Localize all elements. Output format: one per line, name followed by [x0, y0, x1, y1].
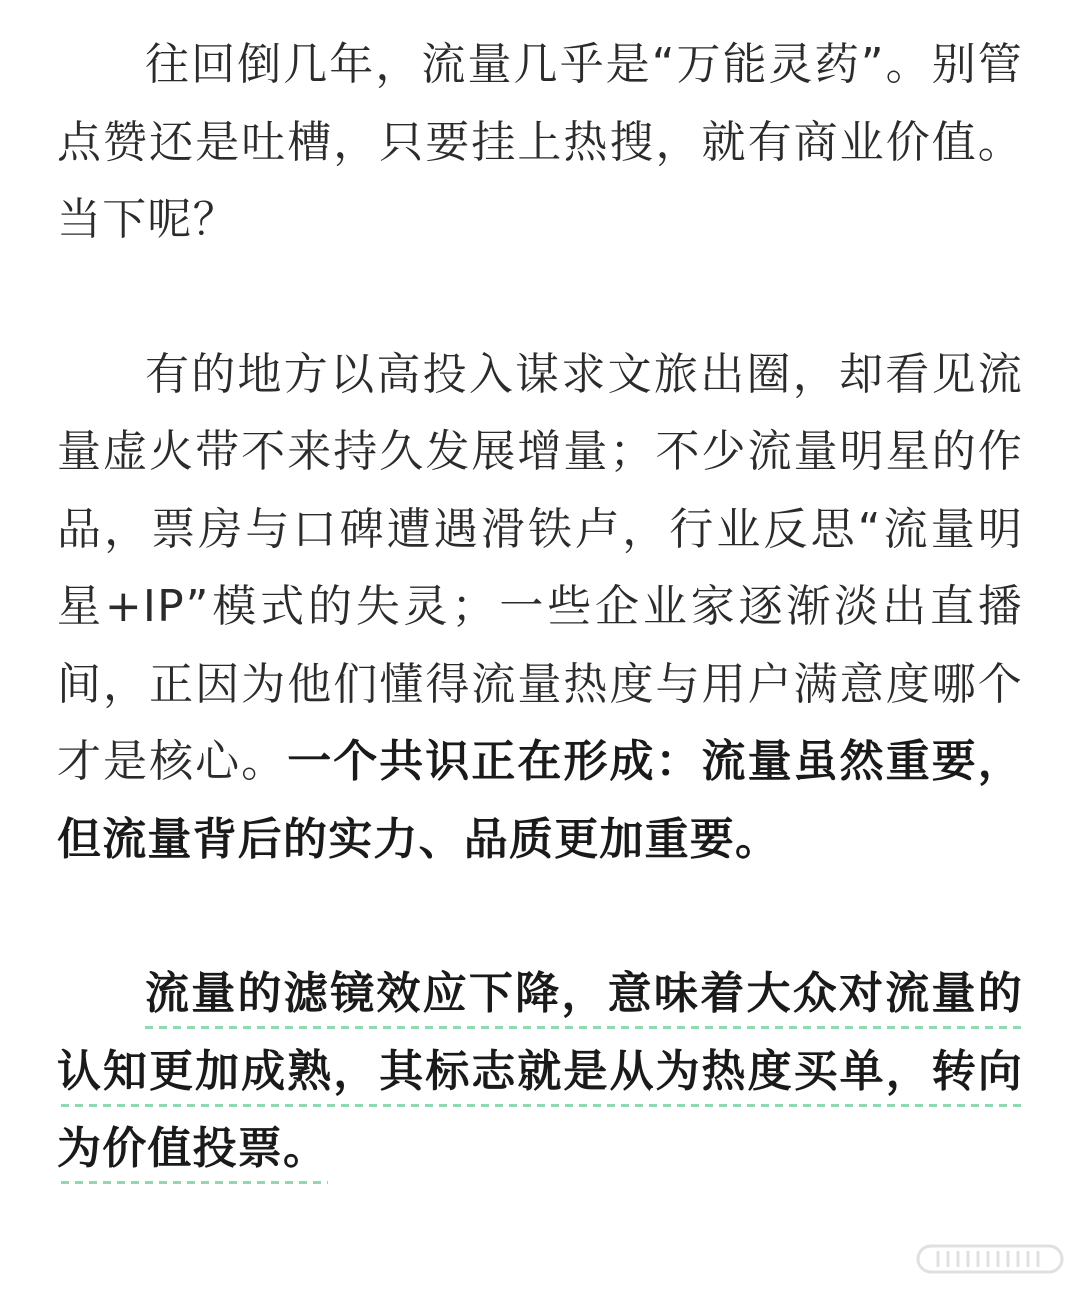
article-body: [57, 26, 1023, 1188]
paragraph-1-text: 往回倒几年，流量几乎是“万能灵药”。别管点赞还是吐槽，只要挂上热搜，就有商业价值。当下呢？: [57, 39, 1023, 245]
paragraph-3: [57, 955, 1023, 1188]
paragraph-2-bold-text: 一个共识正在形成：流量虽然重要，但流量背后的实力、品质更加重要。: [57, 736, 1023, 865]
paragraph-2-text: 有的地方以高投入谋求文旅出圈，却看见流量虚火带不来持久发展增量；不少流量明星的作品，票房与口碑遭遇滑铁卢，行业反思“流量明星+IP”模式的失灵；一些企业家逐渐淡出直播间，正因为他们懂得流量热度与用户满意度哪个才是核心。: [57, 348, 1023, 787]
watermark-stripes-icon: [916, 1242, 1064, 1276]
paragraph-2: [57, 336, 1023, 879]
highlighted-text: 流量的滤镜效应下降，意味着大众对流量的认知更加成熟，其标志就是从为热度买单，转向为价值投票。: [57, 968, 1023, 1184]
paragraph-1: [57, 26, 1023, 259]
